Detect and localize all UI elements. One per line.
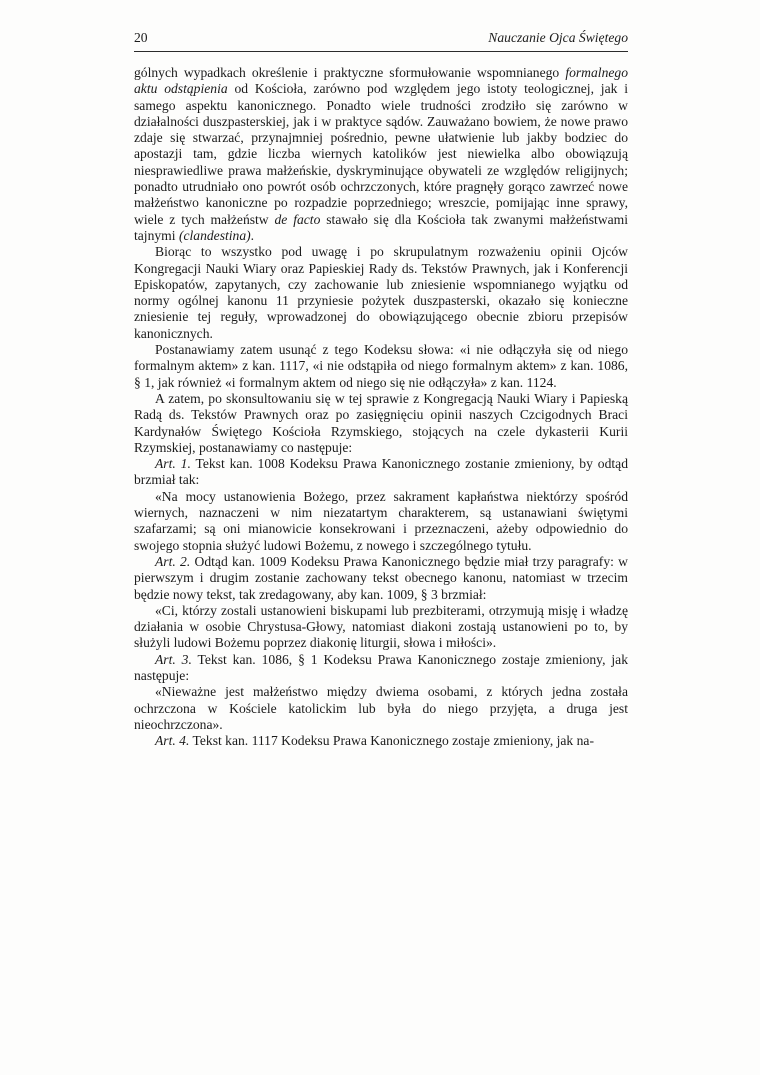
paragraph	[134, 652, 628, 685]
paragraph	[134, 733, 628, 749]
paragraph	[134, 603, 628, 652]
paragraph	[134, 684, 628, 733]
paragraph	[134, 244, 628, 342]
italic-text-run: de facto	[274, 211, 321, 227]
text-run: Tekst kan. 1086, § 1 Kodeksu Prawa Kanonicznego zostaje zmieniony, jak następuje:	[134, 651, 628, 683]
running-title: Nauczanie Ojca Świętego	[488, 30, 628, 45]
text-run: Tekst kan. 1117 Kodeksu Prawa Kanonicznego zostaje zmieniony, jak na-	[189, 733, 594, 749]
text-run: «Nieważne jest małżeństwo między dwiema osobami, z których jedna została ochrzczona w Kościele katolickim lub była do niego przyjęta, a druga jest nieochrzczona».	[134, 684, 628, 732]
text-run: .	[250, 227, 255, 243]
text-run: A zatem, po skonsultowaniu się w tej sprawie z Kongregacją Nauki Wiary i Papieską Radą ds. Tekstów Prawnych oraz po zasięgnięciu opinii naszych Czcigodnych Braci Kardynałów Świętego Kościoła Rzymskiego, stojących na czele dykasterii Kurii Rzymskiej, postanawiamy co następuje:	[134, 390, 628, 455]
italic-text-run: formalnego aktu odstąpienia	[134, 65, 628, 97]
italic-text-run: Art. 2.	[155, 553, 191, 569]
italic-text-run: Art. 3.	[155, 651, 192, 667]
page-number: 20	[134, 30, 148, 45]
paragraph	[134, 489, 628, 554]
text-run: Postanawiamy zatem usunąć z tego Kodeksu słowa: «i nie odłączyła się od niego formalnym aktem» z kan. 1117, «i nie odstąpiła od niego formalnym aktem» z kan. 1086, § 1, jak również «i formalnym aktem od niego się nie odłączyła» z kan. 1124.	[134, 342, 628, 390]
paragraph	[134, 554, 628, 603]
paragraph	[134, 342, 628, 391]
text-run: gólnych wypadkach określenie i praktyczne sformułowanie wspomnianego	[134, 65, 566, 80]
text-run: od Kościoła, zarówno pod względem jego istoty teologicznej, jak i samego aspektu kanonicznego. Ponadto wiele trudności zrodziło się zarówno w działalności duszpasterskiej, jak i w praktyce sądów. Zauważano bowiem, że nowe prawo zdaje się stwarzać, przynajmniej pośrednio, pewne ułatwienie lub jakby bodziec do apostazji tam, gdzie liczba wiernych katolików jest niewielka albo obowiązują niesprawiedliwe prawa małżeńskie, dyskryminujące obywateli ze względów religijnych; ponadto utrudniało ono powrót osób ochrzczonych, które pragnęły gorąco zawrzeć nowe małżeństwo kanoniczne po rozpadzie poprzedniego; wreszcie, pomijając inne sprawy, wiele z tych małżeństw	[134, 81, 628, 227]
text-run: «Ci, którzy zostali ustanowieni biskupami lub prezbiterami, otrzymują misję i władzę działania w osobie Chrystusa-Głowy, natomiast diakoni zostają ustanowieni po to, by służyli ludowi Bożemu poprzez diakonię liturgii, słowa i miłości».	[134, 602, 628, 651]
text-run: Odtąd kan. 1009 Kodeksu Prawa Kanonicznego będzie miał trzy paragrafy: w pierwszym i drugim zostanie zachowany tekst obecnego kanonu, natomiast w trzecim będzie nowy tekst, tak zredagowany, aby kan. 1009, § 3 brzmiał:	[134, 553, 628, 602]
paragraph	[134, 65, 628, 244]
italic-text-run: (clandestina)	[178, 227, 251, 243]
text-run: Tekst kan. 1008 Kodeksu Prawa Kanonicznego zostanie zmieniony, by odtąd brzmiał tak:	[134, 456, 628, 488]
italic-text-run: Art. 1.	[155, 456, 191, 472]
text-run: Biorąc to wszystko pod uwagę i po skrupulatnym rozważeniu opinii Ojców Kongregacji Nauki Wiary oraz Papieskiej Rady ds. Tekstów Prawnych, jak i Konferencji Episkopatów, zapytanych, czy zachowanie lub zniesienie wspomnianego wyjątku od normy ogólnej kanonu 11 przyniesie pożytek duszpasterski, okazało się konieczne zniesienie tej reguły, wprowadzonej do obowiązującego obecnie zbioru przepisów kanonicznych.	[134, 244, 628, 341]
italic-text-run: Art. 4.	[155, 733, 190, 749]
paragraph	[134, 391, 628, 456]
body-text	[134, 65, 628, 749]
running-header	[134, 30, 628, 46]
paragraph	[134, 456, 628, 489]
text-run: stawało się dla Kościoła tak zwanymi małżeństwami tajnymi	[134, 211, 628, 243]
header-rule	[134, 51, 628, 52]
text-run: «Na mocy ustanowienia Bożego, przez sakrament kapłaństwa niektórzy spośród wiernych, naznaczeni w nim niezatartym charakterem, są ustanawiani świętymi szafarzami; są oni mianowicie konsekrowani i przeznaczeni, ażeby odpowiednio do swojego stopnia służyć ludowi Bożemu, z nowego i szczególnego tytułu.	[134, 488, 628, 553]
page-content	[134, 30, 628, 749]
